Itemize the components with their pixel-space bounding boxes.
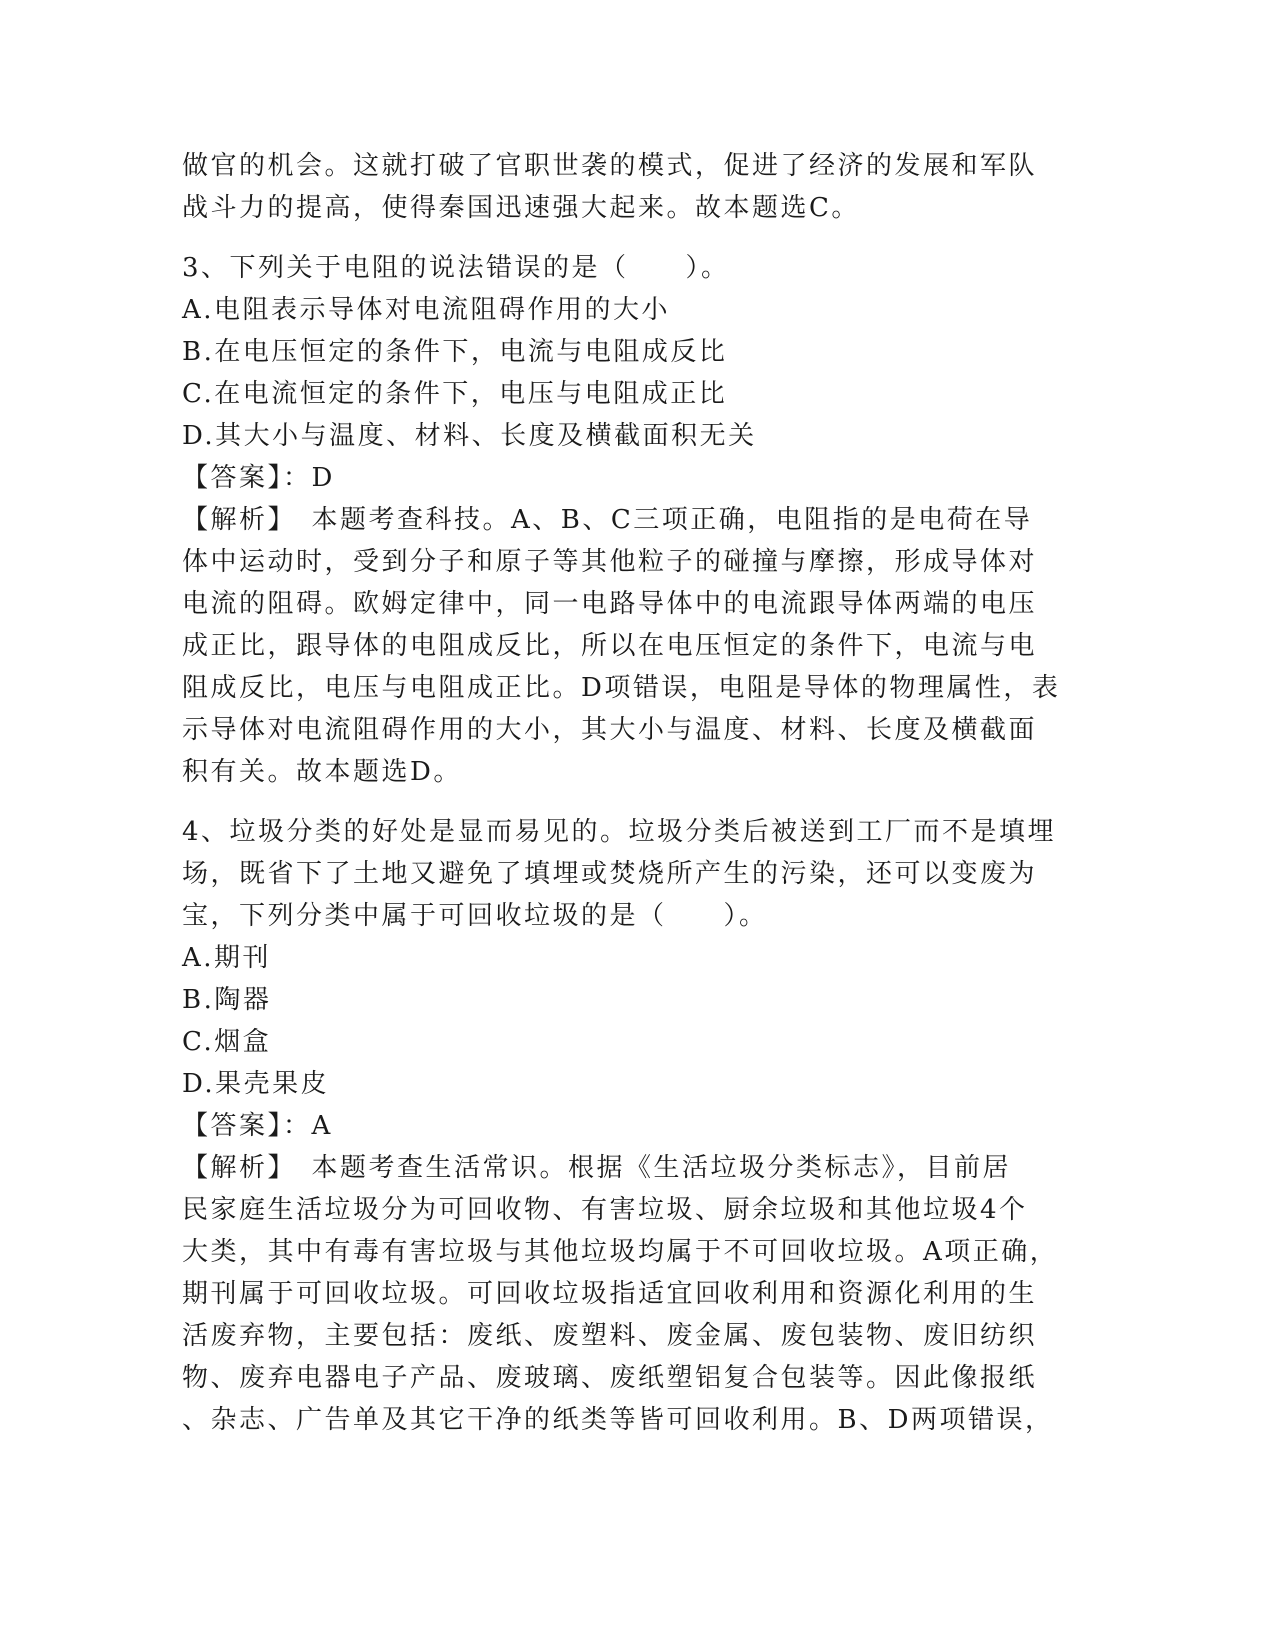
- analysis-line: 成正比，跟导体的电阻成反比，所以在电压恒定的条件下，电流与电: [182, 631, 1038, 661]
- analysis-line: 、杂志、广告单及其它干净的纸类等皆可回收利用。B、D两项错误，: [182, 1405, 1054, 1435]
- analysis-line: 【解析】 本题考查科技。A、B、C三项正确，电阻指的是电荷在导: [182, 505, 1033, 535]
- question-stem: 场，既省下了土地又避免了填埋或焚烧所产生的污染，还可以变废为: [182, 859, 1038, 889]
- analysis-line: 阻成反比，电压与电阻成正比。D项错误，电阻是导体的物理属性，表: [182, 673, 1061, 703]
- option-c: C.烟盒: [182, 1027, 272, 1057]
- option-a: A.期刊: [182, 943, 272, 973]
- analysis-line: 电流的阻碍。欧姆定律中，同一电路导体中的电流跟导体两端的电压: [182, 589, 1038, 619]
- option-d: D.其大小与温度、材料、长度及横截面积无关: [182, 421, 757, 451]
- question-stem: 4、垃圾分类的好处是显而易见的。垃圾分类后被送到工厂而不是填埋: [182, 817, 1057, 847]
- question-stem: 3、下列关于电阻的说法错误的是（ ）。: [182, 253, 730, 283]
- analysis-line: 积有关。故本题选D。: [182, 757, 462, 787]
- document-page: [182, 145, 1062, 1441]
- option-b: B.在电压恒定的条件下，电流与电阻成反比: [182, 337, 728, 367]
- text-line: 做官的机会。这就打破了官职世袭的模式，促进了经济的发展和军队: [182, 151, 1038, 181]
- spacer: [182, 793, 1062, 811]
- option-a: A.电阻表示导体对电流阻碍作用的大小: [182, 295, 671, 325]
- option-b: B.陶器: [182, 985, 272, 1015]
- analysis-line: 期刊属于可回收垃圾。可回收垃圾指适宜回收利用和资源化利用的生: [182, 1279, 1038, 1309]
- analysis-paragraph: [182, 1147, 1062, 1441]
- question-3: [182, 247, 1062, 793]
- spacer: [182, 229, 1062, 247]
- question-4: [182, 811, 1062, 1441]
- analysis-paragraph: [182, 499, 1062, 793]
- intro-paragraph: [182, 145, 1062, 229]
- answer-line: 【答案】：A: [182, 1111, 333, 1141]
- analysis-line: 示导体对电流阻碍作用的大小，其大小与温度、材料、长度及横截面: [182, 715, 1038, 745]
- option-c: C.在电流恒定的条件下，电压与电阻成正比: [182, 379, 728, 409]
- answer-line: 【答案】：D: [182, 463, 335, 493]
- option-d: D.果壳果皮: [182, 1069, 330, 1099]
- text-line: 战斗力的提高，使得秦国迅速强大起来。故本题选C。: [182, 193, 860, 223]
- analysis-line: 体中运动时，受到分子和原子等其他粒子的碰撞与摩擦，形成导体对: [182, 547, 1038, 577]
- analysis-line: 民家庭生活垃圾分为可回收物、有害垃圾、厨余垃圾和其他垃圾4个: [182, 1195, 1028, 1225]
- analysis-line: 【解析】 本题考查生活常识。根据《生活垃圾分类标志》，目前居: [182, 1153, 1012, 1183]
- analysis-line: 大类，其中有毒有害垃圾与其他垃圾均属于不可回收垃圾。A项正确，: [182, 1237, 1059, 1267]
- analysis-line: 物、废弃电器电子产品、废玻璃、废纸塑铝复合包装等。因此像报纸: [182, 1363, 1038, 1393]
- question-stem: 宝，下列分类中属于可回收垃圾的是（ ）。: [182, 901, 768, 931]
- analysis-line: 活废弃物，主要包括：废纸、废塑料、废金属、废包装物、废旧纺织: [182, 1321, 1038, 1351]
